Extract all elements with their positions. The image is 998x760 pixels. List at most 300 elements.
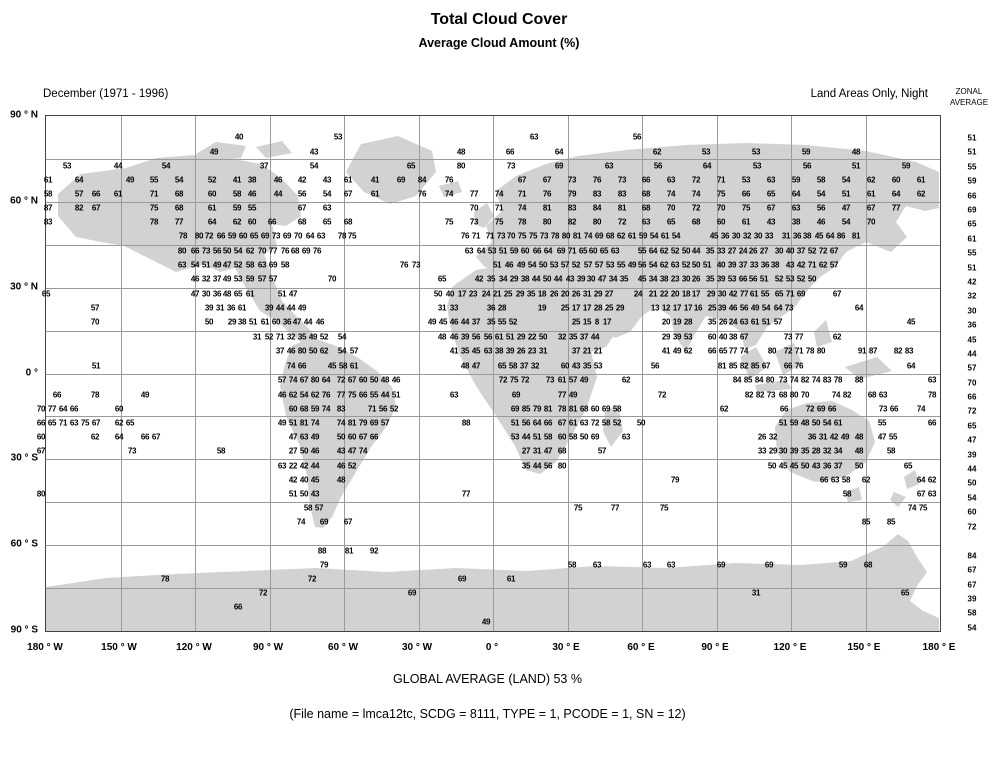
grid-value: 49 [212,260,222,270]
grid-value: 61 [245,289,255,299]
grid-value: 45 [778,461,788,471]
grid-value: 44 [113,161,123,171]
grid-value: 74 [666,189,676,199]
grid-value: 66 [543,418,553,428]
grid-value: 67 [832,289,842,299]
grid-value: 50 [807,274,817,284]
grid-value: 72 [204,231,214,241]
grid-value: 41 [661,346,671,356]
grid-value: 72 [520,375,530,385]
grid-value: 60 [358,375,368,385]
grid-value: 48 [851,147,861,157]
longitude-tick-label: 150 ° W [101,642,137,653]
grid-value: 65 [766,189,776,199]
grid-value: 44 [460,317,470,327]
zonal-average-value: 66 [967,392,977,402]
grid-value: 85 [750,361,760,371]
grid-value: 66 [369,432,379,442]
grid-value: 43 [571,361,581,371]
grid-value: 62 [916,189,926,199]
grid-value: 42 [288,475,298,485]
grid-value: 67 [343,517,353,527]
grid-value: 63 [322,203,332,213]
grid-value: 74 [358,446,368,456]
grid-value: 68 [641,189,651,199]
grid-value: 76 [417,189,427,199]
zonal-average-value: 45 [967,335,977,345]
grid-value: 43 [565,274,575,284]
grid-value: 62 [818,260,828,270]
grid-value: 66 [297,361,307,371]
grid-value: 54 [337,346,347,356]
grid-value: 35 [526,289,536,299]
grid-value: 49 [750,303,760,313]
grid-value: 67 [36,446,46,456]
grid-value: 88 [461,418,471,428]
grid-value: 30 [731,231,741,241]
landmass-shape [814,320,832,347]
grid-value: 63 [69,418,79,428]
zonal-average-header [940,86,998,108]
grid-value: 74 [739,346,749,356]
grid-value: 44 [532,461,542,471]
zonal-average-value: 51 [967,147,977,157]
latitude-tick-label: 0 ° [25,367,38,379]
grid-value: 21 [582,346,592,356]
grid-value: 39 [716,274,726,284]
grid-value: 80 [789,390,799,400]
grid-value: 80 [561,231,571,241]
grid-value: 62 [719,404,729,414]
grid-value: 88 [317,546,327,556]
grid-value: 74 [811,375,821,385]
grid-value: 45 [327,361,337,371]
grid-value: 61 [557,375,567,385]
grid-value: 17 [582,303,592,313]
grid-value: 74 [494,189,504,199]
grid-value: 68 [605,231,615,241]
grid-value: 87 [43,203,53,213]
grid-value: 75 [149,203,159,213]
grid-value: 65 [578,246,588,256]
grid-value: 81 [617,203,627,213]
zonal-average-value: 72 [967,522,977,532]
grid-value: 69 [260,231,270,241]
grid-value: 64 [305,231,315,241]
grid-value: 85 [728,361,738,371]
grid-value: 42 [728,289,738,299]
grid-value: 53 [233,274,243,284]
grid-value: 38 [237,317,247,327]
grid-value: 31 [252,332,262,342]
grid-value: 55 [497,317,507,327]
grid-value: 58 [601,418,611,428]
grid-value: 50 [636,418,646,428]
grid-value: 53 [549,260,559,270]
grid-value: 50 [222,246,232,256]
longitude-tick-label: 60 ° W [327,642,359,653]
zonal-average-value: 44 [967,464,977,474]
grid-value: 44 [310,461,320,471]
grid-value: 64 [321,375,331,385]
grid-value: 78 [557,404,567,414]
grid-value: 48 [854,446,864,456]
grid-value: 59 [838,560,848,570]
grid-value: 47 [222,260,232,270]
grid-value: 66 [707,346,717,356]
grid-value: 38 [494,346,504,356]
grid-value: 64 [207,217,217,227]
grid-value: 76 [460,231,470,241]
grid-value: 54 [527,260,537,270]
grid-value: 72 [307,574,317,584]
grid-value: 80 [310,375,320,385]
grid-value: 62 [310,390,320,400]
grid-value: 27 [759,246,769,256]
grid-value: 66 [889,404,899,414]
grid-value: 56 [543,461,553,471]
grid-value: 50 [538,260,548,270]
zonal-average-value: 61 [967,234,977,244]
grid-value: 78 [337,231,347,241]
grid-value: 65 [125,418,135,428]
grid-value: 57 [314,503,324,513]
grid-value: 67 [297,203,307,213]
grid-value: 56 [378,404,388,414]
grid-value: 73 [617,175,627,185]
grid-value: 72 [657,390,667,400]
grid-value: 56 [739,303,749,313]
grid-value: 55 [888,432,898,442]
grid-value: 42 [299,461,309,471]
grid-value: 47 [471,361,481,371]
grid-value: 52 [264,332,274,342]
grid-value: 26 [718,317,728,327]
grid-value: 35 [800,446,810,456]
grid-value: 74 [321,404,331,414]
grid-value: 47 [292,317,302,327]
grid-value: 78 [517,217,527,227]
grid-value: 51 [498,246,508,256]
grid-value: 29 [768,446,778,456]
grid-value: 73 [766,390,776,400]
grid-value: 75 [528,231,538,241]
grid-value: 80 [194,231,204,241]
grid-value: 49 [568,390,578,400]
zonal-average-value: 69 [967,205,977,215]
grid-value: 44 [303,317,313,327]
grid-value: 61 [749,289,759,299]
grid-value: 63 [666,560,676,570]
grid-value: 56 [297,189,307,199]
grid-value: 58 [216,446,226,456]
grid-value: 63 [670,260,680,270]
grid-value: 46 [315,317,325,327]
grid-value: 46 [247,189,257,199]
grid-value: 58 [338,361,348,371]
grid-value: 77 [891,203,901,213]
longitude-tick-label: 90 ° E [701,642,729,653]
grid-value: 65 [718,346,728,356]
grid-value: 74 [517,203,527,213]
grid-value: 58 [841,475,851,485]
grid-value: 54 [822,418,832,428]
grid-value: 46 [190,274,200,284]
grid-value: 24 [738,246,748,256]
grid-value: 22 [527,332,537,342]
grid-value: 53 [62,161,72,171]
grid-value: 73 [411,260,421,270]
grid-value: 74 [444,189,454,199]
grid-value: 37 [471,317,481,327]
grid-value: 30 [681,274,691,284]
grid-value: 72 [336,375,346,385]
grid-value: 37 [519,361,529,371]
grid-value: 50 [854,461,864,471]
grid-value: 64 [476,246,486,256]
grid-value: 37 [259,161,269,171]
grid-value: 84 [417,175,427,185]
grid-value: 17 [691,289,701,299]
grid-value: 63 [529,132,539,142]
grid-value: 73 [469,217,479,227]
grid-value: 57 [773,317,783,327]
grid-value: 62 [616,231,626,241]
grid-value: 68 [579,404,589,414]
grid-value: 29 [593,289,603,299]
grid-value: 16 [693,303,703,313]
grid-value: 70 [327,274,337,284]
grid-value: 54 [761,303,771,313]
grid-value: 27 [604,289,614,299]
grid-value: 38 [659,274,669,284]
grid-value: 57 [349,346,359,356]
grid-value: 31 [538,346,548,356]
grid-value: 50 [691,260,701,270]
grid-value: 73 [567,175,577,185]
grid-value: 64 [906,361,916,371]
grid-value: 55 [369,390,379,400]
grid-value: 28 [593,303,603,313]
grid-value: 36 [486,303,496,313]
parallel-line [46,459,940,460]
grid-value: 28 [497,303,507,313]
longitude-tick-label: 120 ° E [773,642,807,653]
grid-value: 49 [222,274,232,284]
grid-value: 45 [471,346,481,356]
grid-value: 69 [282,231,292,241]
grid-value: 63 [604,161,614,171]
grid-value: 32 [530,361,540,371]
grid-value: 63 [592,560,602,570]
zonal-average-value: 47 [967,435,977,445]
grid-value: 60 [560,361,570,371]
grid-value: 76 [321,390,331,400]
grid-value: 69 [510,404,520,414]
grid-value: 52 [319,332,329,342]
grid-value: 66 [505,147,515,157]
grid-value: 17 [602,317,612,327]
grid-value: 67 [866,203,876,213]
grid-value: 56 [483,332,493,342]
grid-value: 51 [532,432,542,442]
grid-value: 71 [794,346,804,356]
grid-value: 76 [592,175,602,185]
grid-value: 51 [759,274,769,284]
grid-value: 32 [557,332,567,342]
grid-value: 39 [727,260,737,270]
grid-value: 47 [288,289,298,299]
grid-value: 72 [258,588,268,598]
grid-value: 29 [509,274,519,284]
grid-value: 80 [297,346,307,356]
zonal-average-value: 70 [967,378,977,388]
grid-value: 45 [637,274,647,284]
grid-value: 85 [521,404,531,414]
longitude-tick-label: 180 ° E [922,642,956,653]
file-info-label: (File name = lmca12tc, SCDG = 8111, TYPE = 1, PCODE = 1, SN = 12) [289,707,686,721]
grid-value: 77 [739,289,749,299]
grid-value: 70 [506,231,516,241]
grid-value: 54 [233,246,243,256]
grid-value: 30 [774,246,784,256]
grid-value: 63 [610,246,620,256]
grid-value: 47 [877,432,887,442]
grid-value: 67 [91,203,101,213]
grid-value: 68 [174,189,184,199]
grid-value: 80 [542,217,552,227]
grid-value: 69 [590,432,600,442]
grid-value: 38 [802,231,812,241]
grid-value: 70 [36,404,46,414]
grid-value: 62 [245,246,255,256]
grid-value: 25 [571,317,581,327]
grid-value: 58 [567,560,577,570]
grid-value: 48 [456,147,466,157]
grid-value: 75 [659,503,669,513]
grid-value: 69 [301,246,311,256]
grid-value: 26 [549,289,559,299]
grid-value: 41 [449,346,459,356]
grid-value: 78 [805,346,815,356]
grid-value: 75 [918,503,928,513]
grid-value: 32 [286,332,296,342]
grid-value: 50 [767,461,777,471]
grid-value: 66 [532,246,542,256]
grid-value: 54 [161,161,171,171]
grid-value: 25 [503,289,513,299]
grid-value: 41 [370,175,380,185]
grid-value: 88 [854,375,864,385]
longitude-tick-label: 180 ° W [27,642,63,653]
grid-value: 74 [831,390,841,400]
grid-value: 82 [74,203,84,213]
grid-value: 57 [568,375,578,385]
grid-value: 66 [69,404,79,414]
grid-value: 62 [114,418,124,428]
grid-value: 63 [927,375,937,385]
grid-value: 52 [774,274,784,284]
grid-value: 79 [532,404,542,414]
grid-value: 28 [683,317,693,327]
grid-value: 66 [190,246,200,256]
grid-value: 25 [707,303,717,313]
grid-value: 63 [621,432,631,442]
grid-value: 83 [43,217,53,227]
grid-value: 35 [619,274,629,284]
grid-value: 21 [648,289,658,299]
grid-value: 44 [275,303,285,313]
grid-value: 46 [449,317,459,327]
grid-value: 49 [516,260,526,270]
grid-value: 64 [543,246,553,256]
grid-value: 59 [791,175,801,185]
grid-value: 65 [41,289,51,299]
grid-value: 39 [460,332,470,342]
grid-value: 71 [471,231,481,241]
grid-value: 54 [648,260,658,270]
grid-value: 74 [907,503,917,513]
grid-value: 21 [593,346,603,356]
grid-value: 61 [494,332,504,342]
grid-value: 82 [800,375,810,385]
zonal-average-value: 72 [967,406,977,416]
grid-value: 60 [707,332,717,342]
grid-value: 66 [783,361,793,371]
grid-value: 65 [903,461,913,471]
grid-value: 62 [232,217,242,227]
landmass-shape [845,357,892,379]
grid-value: 33 [764,231,774,241]
grid-value: 92 [369,546,379,556]
grid-value: 35 [297,332,307,342]
grid-value: 69 [407,588,417,598]
grid-value: 72 [691,203,701,213]
zonal-average-value: 32 [967,291,977,301]
grid-value: 45 [814,231,824,241]
grid-value: 63 [927,489,937,499]
grid-value: 77 [47,404,57,414]
grid-value: 74 [288,375,298,385]
grid-value: 20 [560,289,570,299]
grid-value: 38 [520,274,530,284]
grid-value: 63 [277,461,287,471]
grid-value: 78 [149,217,159,227]
grid-value: 58 [245,260,255,270]
grid-value: 84 [592,203,602,213]
grid-value: 80 [592,217,602,227]
parallel-line [46,331,940,332]
grid-value: 52 [807,246,817,256]
grid-value: 43 [766,217,776,227]
grid-value: 64 [791,189,801,199]
grid-value: 41 [232,175,242,185]
grid-value: 64 [702,161,712,171]
grid-value: 63 [299,432,309,442]
grid-value: 38 [791,217,801,227]
grid-value: 37 [571,346,581,356]
grid-value: 37 [738,260,748,270]
zonal-average-value: 51 [967,133,977,143]
grid-value: 50 [542,274,552,284]
grid-value: 52 [508,317,518,327]
grid-value: 73 [127,446,137,456]
grid-value: 63 [316,231,326,241]
grid-value: 56 [637,260,647,270]
grid-value: 77 [794,332,804,342]
grid-value: 71 [149,189,159,199]
grid-value: 35 [486,274,496,284]
